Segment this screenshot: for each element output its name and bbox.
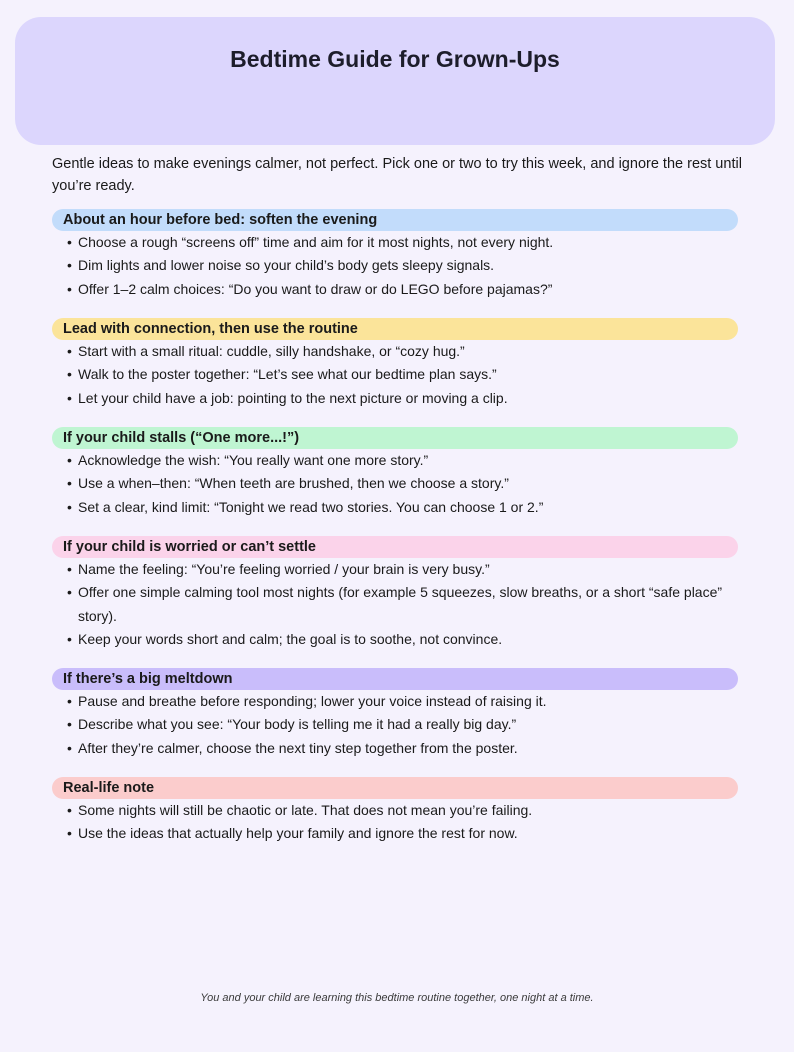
section-heading: Real-life note: [52, 777, 738, 799]
list-item: • Use a when–then: “When teeth are brushed, then we choose a story.”: [67, 475, 509, 492]
page-title: Bedtime Guide for Grown-Ups: [230, 46, 560, 72]
list-item: • Offer 1–2 calm choices: “Do you want to draw or do LEGO before pajamas?”: [67, 280, 553, 297]
list-item: • Walk to the poster together: “Let’s see what our bedtime plan says.”: [67, 366, 497, 383]
list-item: • Keep your words short and calm; the goal is to soothe, not convince.: [67, 630, 503, 647]
list-item: • Name the feeling: “You’re feeling worried / your brain is very busy.”: [67, 561, 490, 577]
list-item: • Set a clear, kind limit: “Tonight we read two stories. You can choose 1 or 2.”: [67, 498, 544, 515]
section-heading: About an hour before bed: soften the evening: [52, 209, 738, 231]
section-list: [52, 449, 738, 519]
section-list: [52, 690, 738, 760]
footer-note: You and your child are learning this bedtime routine together, one night at a time.: [200, 992, 594, 1004]
section-heading: Lead with connection, then use the routine: [52, 318, 738, 340]
section-list: [52, 558, 738, 651]
intro-text: Gentle ideas to make evenings calmer, not perfect. Pick one or two to try this week, and ignore the rest until you’re ready.: [52, 156, 742, 194]
section-before-bed: [52, 209, 738, 301]
list-item: • Offer one simple calming tool most nights (for example 5 squeezes, slow breaths, or a short “safe place” story).: [67, 584, 723, 624]
list-item: • Describe what you see: “Your body is telling me it had a really big day.”: [67, 716, 517, 733]
list-item: • Dim lights and lower noise so your child’s body gets sleepy signals.: [67, 257, 495, 274]
section-list: [52, 231, 738, 301]
section-list: [52, 799, 738, 846]
section-connection: [52, 318, 738, 410]
list-item: • Pause and breathe before responding; lower your voice instead of raising it.: [67, 693, 547, 709]
section-real-life: [52, 777, 738, 846]
section-heading: If your child is worried or can’t settle: [52, 536, 738, 558]
section-heading: If there’s a big meltdown: [52, 668, 738, 690]
section-meltdown: [52, 668, 738, 760]
section-stalls: [52, 427, 738, 519]
list-item: • Acknowledge the wish: “You really want one more story.”: [67, 452, 429, 468]
list-item: • Let your child have a job: pointing to the next picture or moving a clip.: [67, 389, 508, 406]
section-worried: [52, 536, 738, 651]
header-banner: [15, 17, 775, 145]
list-item: • Some nights will still be chaotic or late. That does not mean you’re failing.: [67, 802, 533, 818]
section-heading: If your child stalls (“One more...!”): [52, 427, 738, 449]
list-item: • Start with a small ritual: cuddle, silly handshake, or “cozy hug.”: [67, 343, 465, 359]
section-list: [52, 340, 738, 410]
list-item: • After they’re calmer, choose the next tiny step together from the poster.: [67, 739, 518, 756]
list-item: • Choose a rough “screens off” time and aim for it most nights, not every night.: [67, 234, 554, 250]
list-item: • Use the ideas that actually help your family and ignore the rest for now.: [67, 825, 518, 842]
